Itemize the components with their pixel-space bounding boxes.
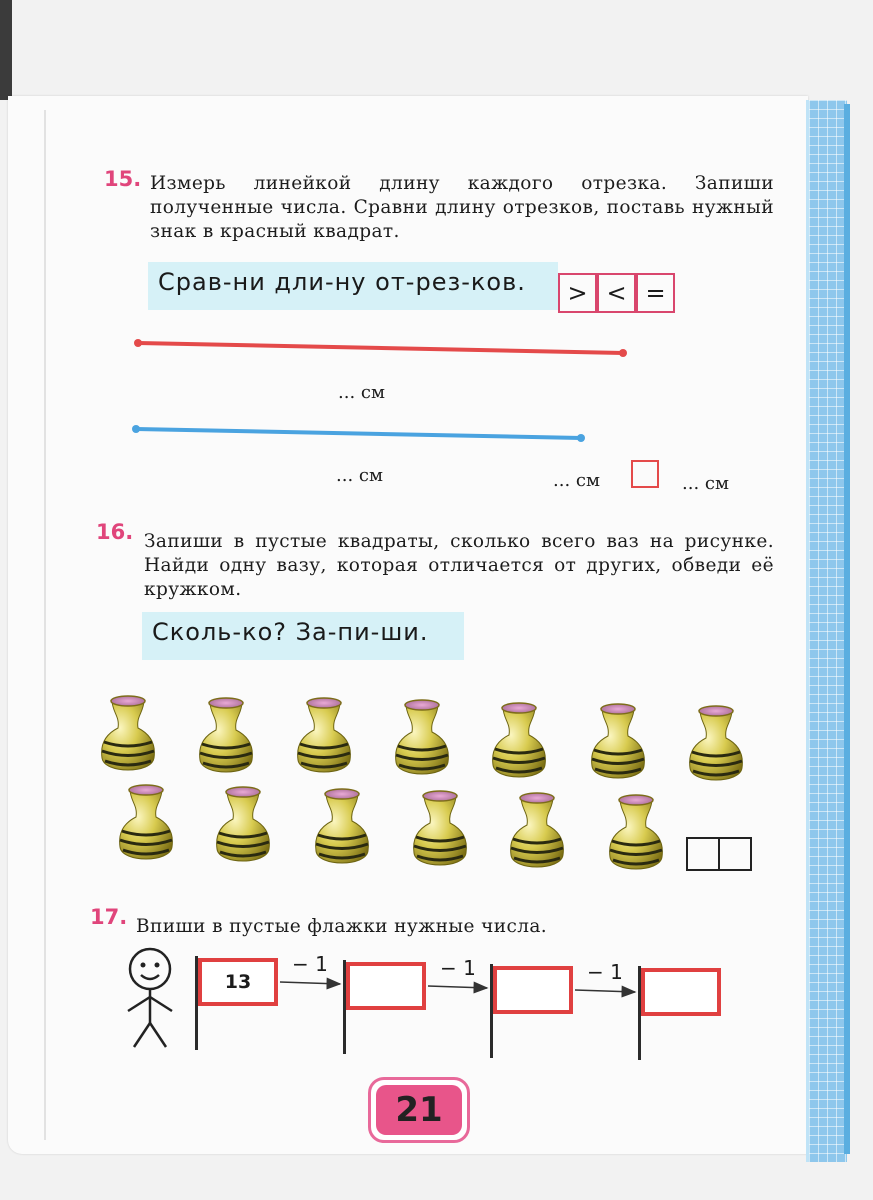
task-16-text: Запиши в пустые квадраты, сколько всего ваз на рисунке. Найди одну вазу, которая отличается от других, обведи её кружком. — [144, 531, 774, 600]
arrow-2 — [428, 986, 487, 988]
blue-segment-start — [132, 425, 140, 433]
task-17-number: 17. — [90, 905, 128, 929]
vase-2[interactable] — [196, 692, 256, 780]
task-15-number: 15. — [104, 167, 142, 191]
blue-segment-end — [577, 434, 585, 442]
sign-equal[interactable]: = — [636, 273, 675, 313]
red-segment-end — [619, 349, 627, 357]
task-15-hint: Срав-ни дли-ну от-рез-ков. — [148, 262, 558, 310]
vase-12[interactable] — [507, 787, 567, 875]
compare-right-label: ... см — [682, 473, 729, 494]
task-17-text: Впиши в пустые флажки нужные числа. — [136, 916, 548, 937]
page-number: 21 — [376, 1085, 462, 1135]
arrow-1-label: − 1 — [292, 952, 328, 976]
vase-13[interactable] — [606, 789, 666, 877]
segments-drawing — [0, 0, 873, 520]
red-length-label: ... см — [338, 382, 385, 403]
red-segment-start — [134, 339, 142, 347]
vase-3[interactable] — [294, 692, 354, 780]
vase-7[interactable] — [686, 700, 746, 788]
blue-length-label: ... см — [336, 465, 383, 486]
vase-5[interactable] — [489, 697, 549, 785]
vase-4[interactable] — [392, 694, 452, 782]
arrow-3 — [575, 990, 635, 992]
vase-10[interactable] — [312, 783, 372, 871]
flag-arrows — [0, 960, 873, 1020]
red-segment — [138, 343, 623, 353]
task-16-hint: Сколь-ко? За-пи-ши. — [142, 612, 464, 660]
vase-11[interactable] — [410, 785, 470, 873]
sign-less[interactable]: < — [597, 273, 636, 313]
arrow-1 — [280, 982, 340, 984]
page-number-badge — [368, 1077, 470, 1143]
vase-1[interactable] — [98, 690, 158, 778]
compare-left-label: ... см — [553, 470, 600, 491]
arrow-3-label: − 1 — [587, 960, 623, 984]
sign-greater[interactable]: > — [558, 273, 597, 313]
vase-9[interactable] — [213, 781, 273, 869]
compare-sign-box[interactable] — [631, 460, 659, 488]
vase-8[interactable] — [116, 779, 176, 867]
count-box-tens[interactable] — [686, 837, 720, 871]
arrow-2-label: − 1 — [440, 956, 476, 980]
task-15-text: Измерь линейкой длину каждого отрезка. Запиши полученные числа. Сравни длину отрезков, поставь нужный знак в красный квадрат. — [150, 173, 774, 242]
count-box-units[interactable] — [718, 837, 752, 871]
task-16-number: 16. — [96, 520, 134, 544]
blue-segment — [136, 429, 581, 438]
vase-6[interactable] — [588, 698, 648, 786]
flag-1: 13 — [198, 958, 278, 1006]
